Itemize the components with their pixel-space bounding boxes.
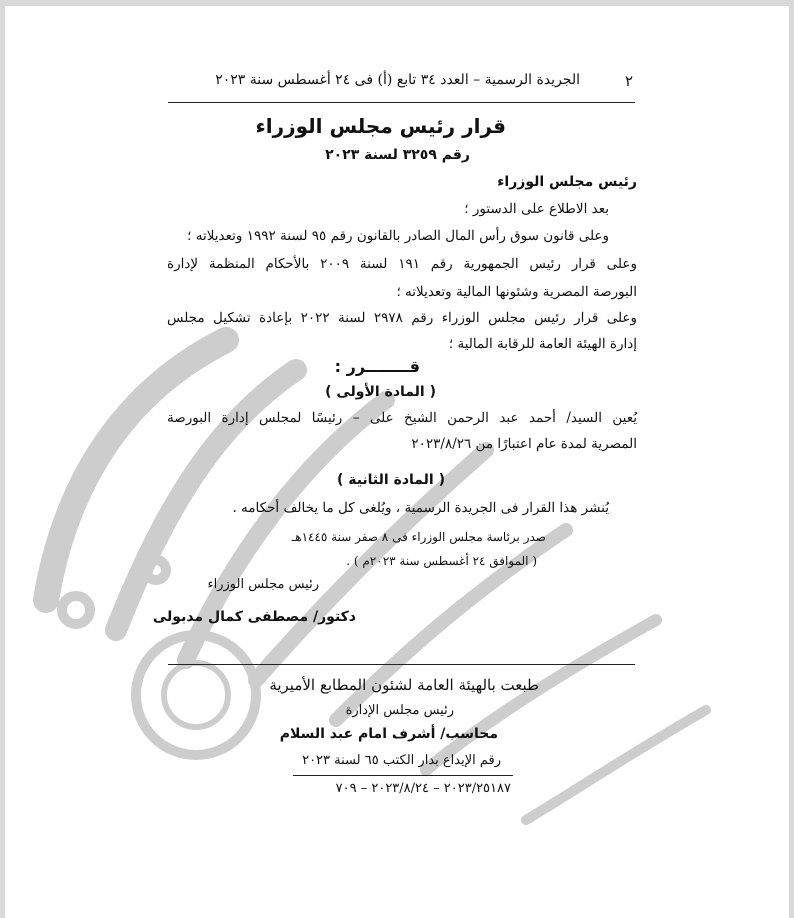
preamble-line: وعلى قرار رئيس مجلس الوزراء رقم ٢٩٧٨ لسنة ٢٠٢٢ بإعادة تشكيل مجلس (167, 310, 637, 326)
article-2-heading: ( المادة الثانية ) (336, 472, 445, 488)
decree-title: قرار رئيس مجلس الوزراء (255, 114, 506, 138)
header-rule (168, 102, 635, 103)
preamble-line: إدارة الهيئة العامة للرقابة المالية ؛ (448, 336, 637, 352)
issuer-heading: رئيس مجلس الوزراء (497, 174, 637, 190)
signer-name: دكتور/ مصطفى كمال مدبولى (152, 609, 356, 625)
decree-number: رقم ٣٢٥٩ لسنة ٢٠٢٣ (325, 147, 470, 163)
decided-heading: قــــــــرر : (334, 357, 420, 376)
running-header: الجريدة الرسمية – العدد ٣٤ تابع (أ) فى ٢٤ أغسطس سنة ٢٠٢٣ (215, 72, 580, 88)
footer-rule (168, 664, 635, 665)
article-1-heading: ( المادة الأولى ) (325, 384, 436, 400)
preamble-line: وعلى قانون سوق رأس المال الصادر بالقانون رقم ٩٥ لسنة ١٩٩٢ وتعديلاته ؛ (187, 228, 609, 244)
page-number: ٢ (625, 72, 634, 90)
viewer-scrollbar[interactable] (789, 0, 794, 918)
deposit-rule (293, 775, 513, 776)
chair-title: رئيس مجلس الإدارة (345, 703, 454, 718)
deposit-number: رقم الإيداع بدار الكتب ٦٥ لسنة ٢٠٢٣ (302, 753, 501, 768)
printer-name: طبعت بالهيئة العامة لشئون المطابع الأميرية (269, 676, 539, 694)
signer-title: رئيس مجلس الوزراء (207, 577, 319, 592)
article-1-text: يُعين السيد/ أحمد عبد الرحمن الشيخ على – رئيسًا لمجلس إدارة البورصة (167, 410, 637, 426)
chair-name: محاسب/ أشرف امام عبد السلام (279, 726, 498, 742)
article-1-text: المصرية لمدة عام اعتبارًا من ٢٠٢٣/٨/٢٦ (411, 436, 637, 452)
article-2-text: يُنشر هذا القرار فى الجريدة الرسمية ، ويُلغى كل ما يخالف أحكامه . (232, 500, 609, 516)
preamble-line: وعلى قرار رئيس الجمهورية رقم ١٩١ لسنة ٢٠٠٩ بالأحكام المنظمة لإدارة (167, 256, 637, 272)
viewer-left-edge (0, 0, 5, 918)
preamble-line: البورصة المصرية وشئونها المالية وتعديلاته ؛ (396, 284, 637, 300)
print-code: ٢٠٢٣/٢٥١٨٧ – ٢٠٢٣/٨/٢٤ – ٧٠٩ (335, 781, 511, 796)
issued-gregorian-date: ( الموافق ٢٤ أغسطس سنة ٢٠٢٣م ) . (346, 554, 537, 568)
issued-hijri-date: صدر برئاسة مجلس الوزراء فى ٨ صفر سنة ١٤٤٥هـ (291, 530, 546, 544)
preamble-line: بعد الاطلاع على الدستور ؛ (464, 201, 609, 217)
